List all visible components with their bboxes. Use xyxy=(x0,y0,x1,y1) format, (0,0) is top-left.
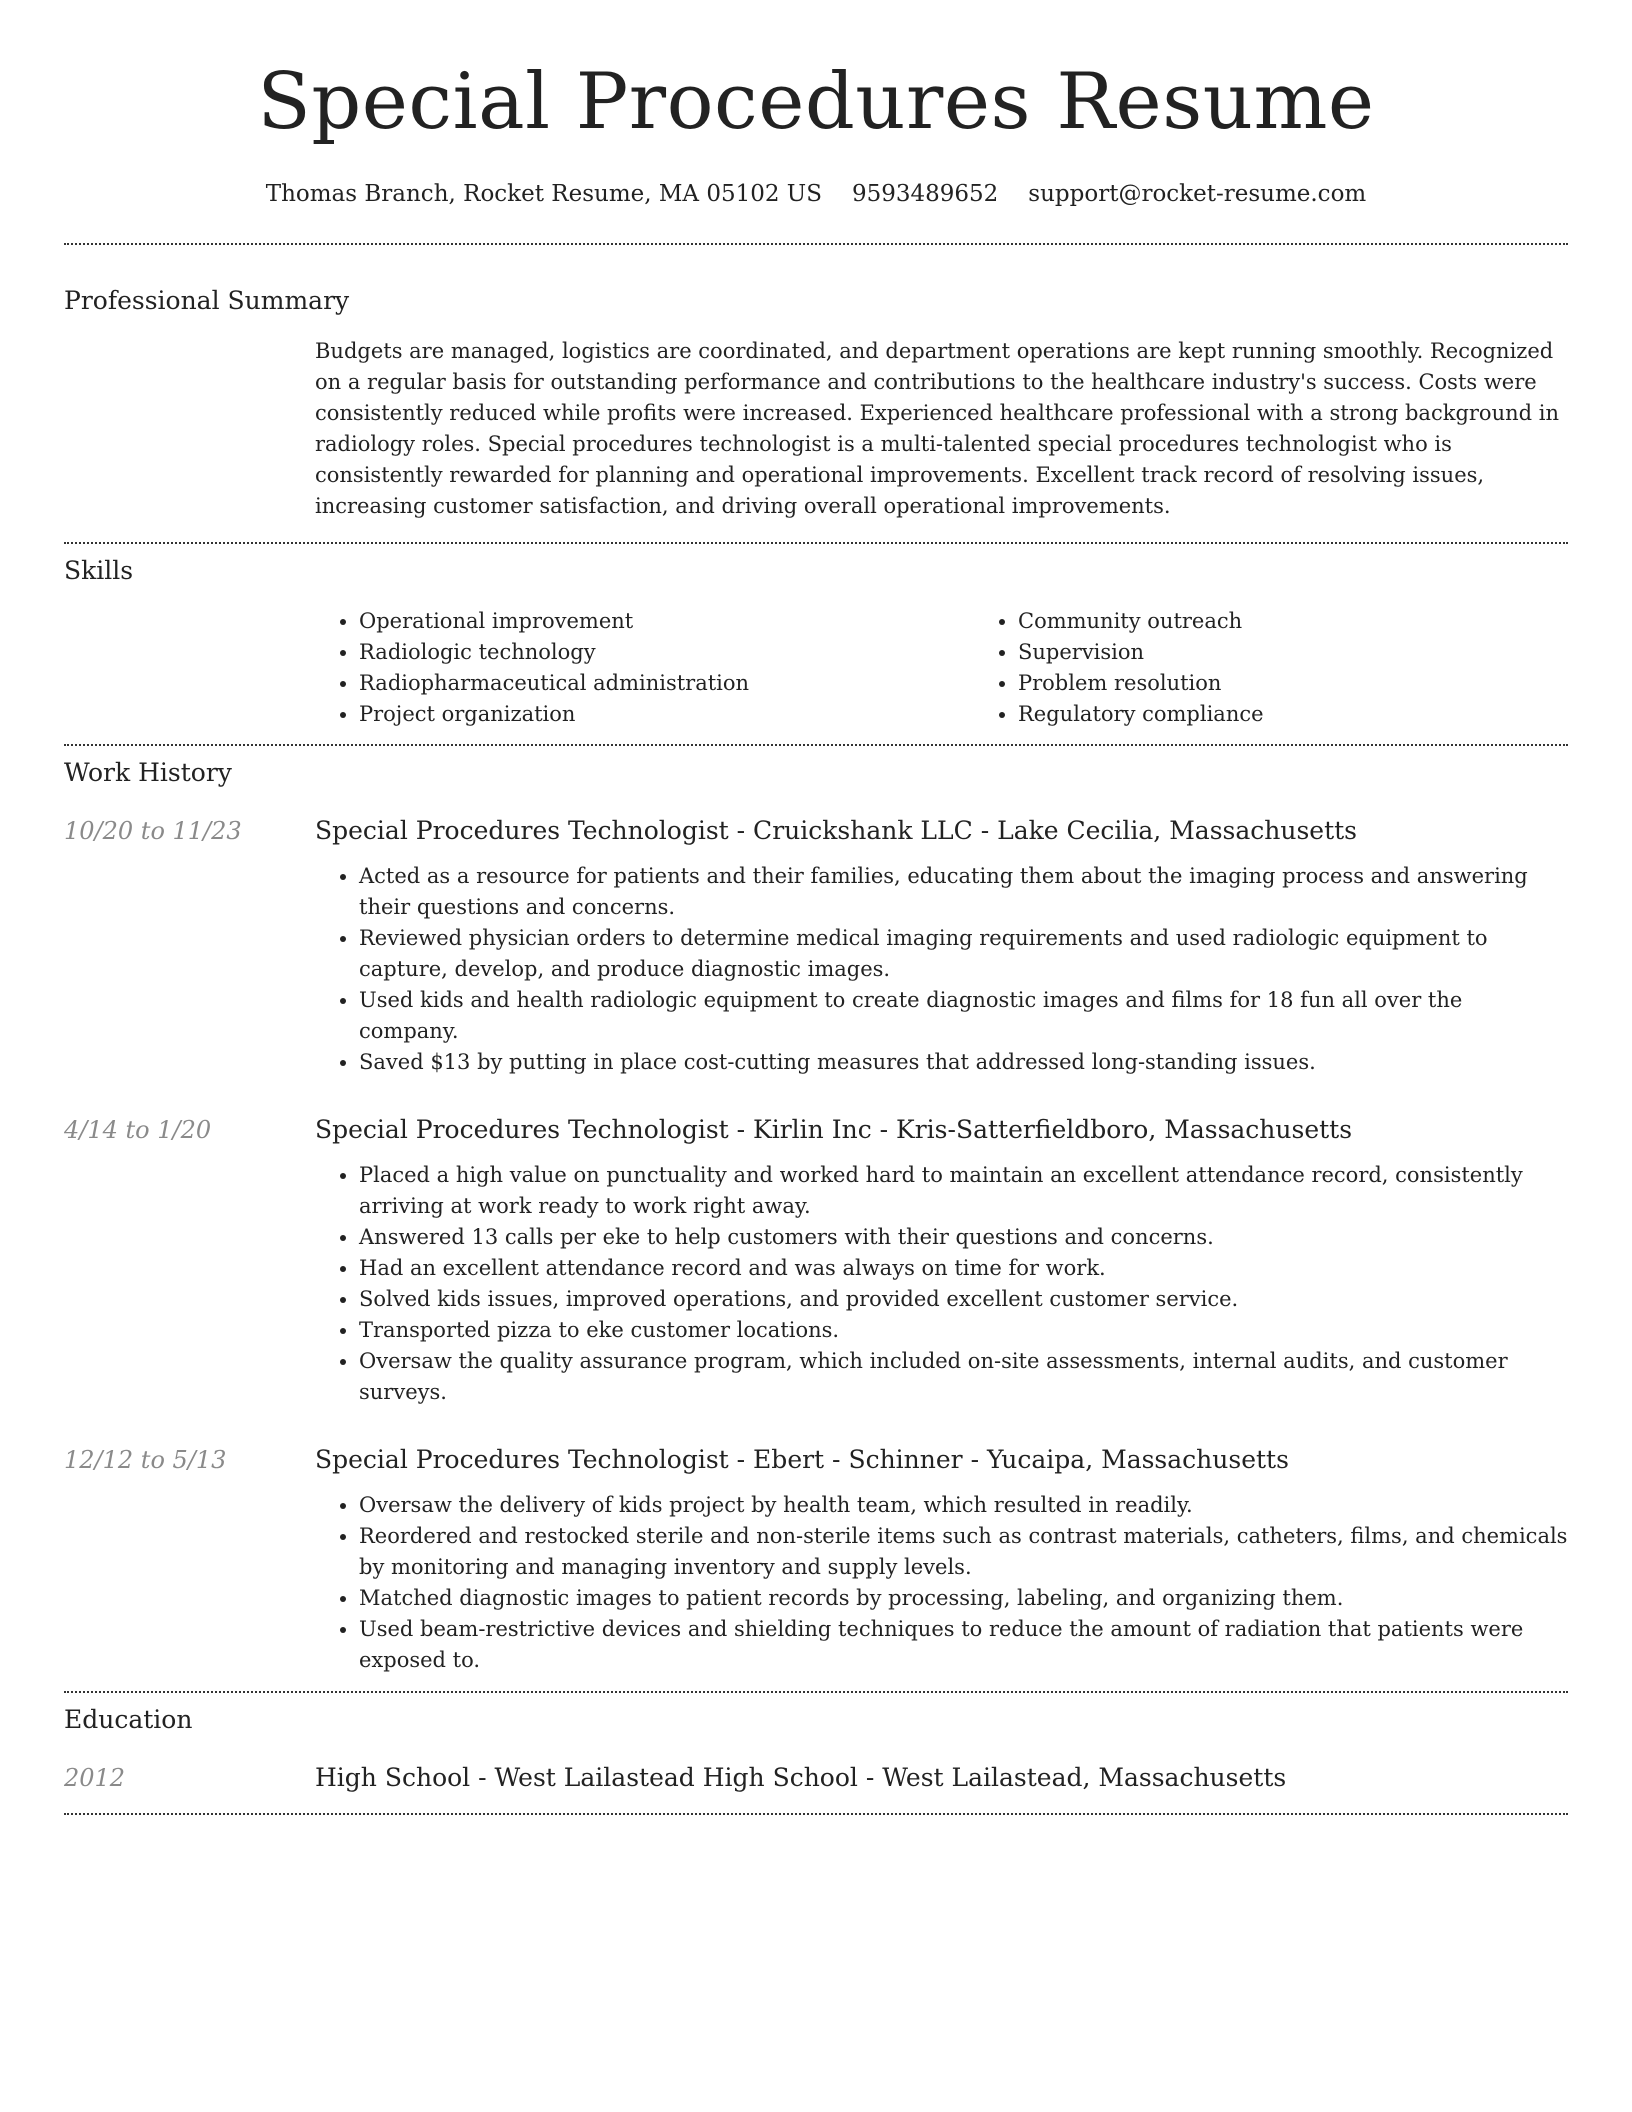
job-entry xyxy=(64,1443,1568,1676)
summary-text: Budgets are managed, logistics are coordinated, and department operations are kept running smoothly. Recognized on a regular basis for outstanding performance and contributions to the healthcare industry's success. Costs were consistently reduced while profits were increased. Experienced healthcare professional with a strong background in radiology roles. Special procedures technologist is a multi-talented special procedures technologist who is consistently rewarded for planning and operational improvements. Excellent track record of resolving issues, increasing customer satisfaction, and driving overall operational improvements. xyxy=(315,339,1559,518)
divider xyxy=(64,744,1568,746)
list-item: • Acted as a resource for patients and their families, educating them about the imaging process and answering their questions and concerns. xyxy=(359,861,1568,923)
skills-heading: Skills xyxy=(64,556,134,585)
job-title: Special Procedures Technologist - Ebert - Schinner - Yucaipa, Massachusetts xyxy=(315,1445,1289,1474)
list-item: • Regulatory compliance xyxy=(1018,699,1632,730)
job-entry xyxy=(64,1113,1568,1408)
job-title: Special Procedures Technologist - Kirlin Inc - Kris-Satterfieldboro, Massachusetts xyxy=(315,1115,1353,1144)
education-section xyxy=(64,1703,1568,1795)
list-item: • Problem resolution xyxy=(1018,668,1632,699)
contact-phone: 9593489652 xyxy=(851,181,999,207)
work-history-heading: Work History xyxy=(64,758,232,787)
list-item: • Saved $13 by putting in place cost-cutting measures that addressed long-standing issues. xyxy=(359,1047,1568,1078)
skills-column-right xyxy=(974,606,1632,730)
list-item: • Solved kids issues, improved operations, and provided excellent customer service. xyxy=(359,1284,1568,1315)
list-item: • Transported pizza to eke customer locations. xyxy=(359,1315,1568,1346)
list-item: • Used kids and health radiologic equipment to create diagnostic images and films for 18 fun all over the company. xyxy=(359,985,1568,1047)
list-item: • Reviewed physician orders to determine medical imaging requirements and used radiologic equipment to capture, develop, and produce diagnostic images. xyxy=(359,923,1568,985)
list-item: • Matched diagnostic images to patient records by processing, labeling, and organizing them. xyxy=(359,1583,1568,1614)
divider xyxy=(64,1813,1568,1815)
list-item: • Answered 13 calls per eke to help customers with their questions and concerns. xyxy=(359,1222,1568,1253)
education-entry xyxy=(64,1761,1568,1795)
job-dates: 10/20 to 11/23 xyxy=(64,817,242,845)
contact-email: support@rocket-resume.com xyxy=(1028,181,1367,207)
skills-section xyxy=(64,554,1568,730)
job-title: Special Procedures Technologist - Cruickshank LLC - Lake Cecilia, Massachusetts xyxy=(315,816,1358,845)
job-bullets xyxy=(315,861,1568,1078)
divider xyxy=(64,1691,1568,1693)
job-dates: 4/14 to 1/20 xyxy=(64,1116,212,1144)
list-item: • Operational improvement xyxy=(359,606,974,637)
contact-address: Thomas Branch, Rocket Resume, MA 05102 US xyxy=(265,181,822,207)
list-item: • Oversaw the delivery of kids project by health team, which resulted in readily. xyxy=(359,1490,1568,1521)
skills-column-left xyxy=(315,606,974,730)
contact-line xyxy=(64,178,1568,210)
list-item: • Project organization xyxy=(359,699,974,730)
job-bullets xyxy=(315,1160,1568,1408)
job-dates: 12/12 to 5/13 xyxy=(64,1446,227,1474)
education-heading: Education xyxy=(64,1705,193,1734)
work-history-section xyxy=(64,756,1568,1676)
list-item: • Radiologic technology xyxy=(359,637,974,668)
list-item: • Used beam-restrictive devices and shielding techniques to reduce the amount of radiation that patients were exposed to. xyxy=(359,1614,1568,1676)
education-title: High School - West Lailastead High School - West Lailastead, Massachusetts xyxy=(315,1763,1287,1792)
list-item: • Had an excellent attendance record and was always on time for work. xyxy=(359,1253,1568,1284)
list-item: • Placed a high value on punctuality and worked hard to maintain an excellent attendance record, consistently arriving at work ready to work right away. xyxy=(359,1160,1568,1222)
list-item: • Community outreach xyxy=(1018,606,1632,637)
summary-section xyxy=(64,284,1568,522)
list-item: • Supervision xyxy=(1018,637,1632,668)
education-year: 2012 xyxy=(64,1764,126,1792)
divider xyxy=(64,243,1568,245)
job-entry xyxy=(64,814,1568,1078)
page-title: Special Procedures Resume xyxy=(257,57,1375,147)
list-item: • Oversaw the quality assurance program, which included on-site assessments, internal audits, and customer surveys. xyxy=(359,1346,1568,1408)
list-item: • Radiopharmaceutical administration xyxy=(359,668,974,699)
job-bullets xyxy=(315,1490,1568,1676)
list-item: • Reordered and restocked sterile and non-sterile items such as contrast materials, catheters, films, and chemicals by monitoring and managing inventory and supply levels. xyxy=(359,1521,1568,1583)
skills-list xyxy=(315,606,1632,730)
divider xyxy=(64,542,1568,544)
summary-heading: Professional Summary xyxy=(64,286,350,315)
